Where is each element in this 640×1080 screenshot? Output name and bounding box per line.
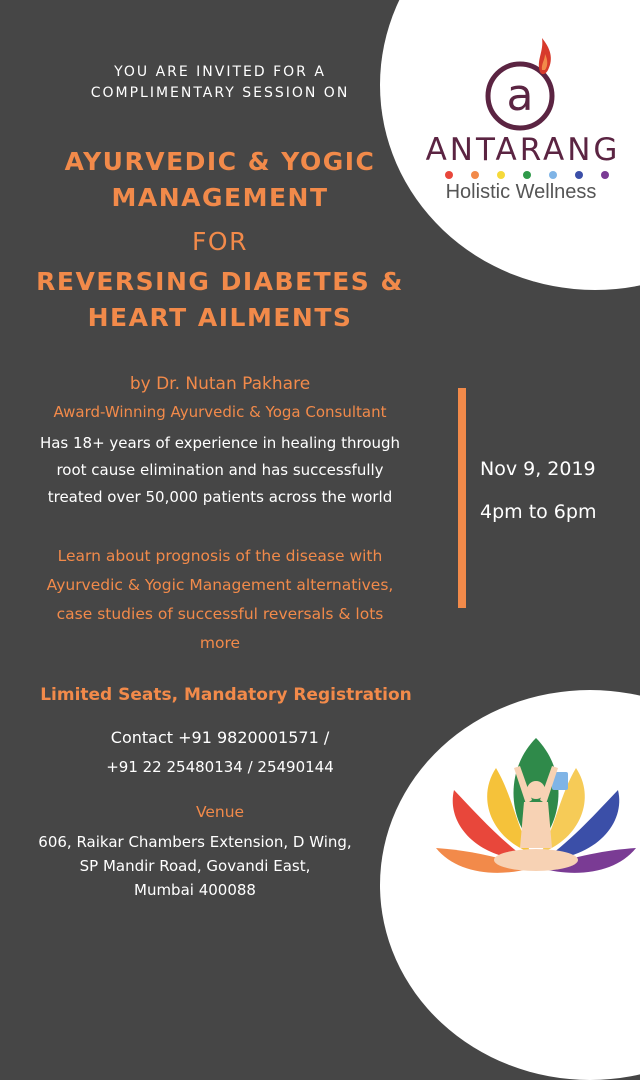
event-time: 4pm to 6pm xyxy=(480,501,597,523)
bio-line: treated over 50,000 patients across the world xyxy=(47,488,393,506)
headline-bottom xyxy=(0,264,440,336)
yoga-lotus-icon xyxy=(436,728,636,898)
headline-line-2: MANAGEMENT xyxy=(111,183,329,212)
flame-a-logo-icon xyxy=(478,30,568,140)
registration-note: Limited Seats, Mandatory Registration xyxy=(40,685,412,705)
speaker-bio xyxy=(0,430,440,511)
venue-address xyxy=(0,830,390,902)
bio-line: root cause elimination and has successfully xyxy=(56,461,384,479)
headline-top xyxy=(0,144,440,216)
speaker-role: Award-Winning Ayurvedic & Yoga Consultant xyxy=(53,403,387,421)
learn-line: Learn about prognosis of the disease with xyxy=(57,547,383,565)
learn-text xyxy=(0,542,440,658)
event-date: Nov 9, 2019 xyxy=(480,458,596,480)
color-dots xyxy=(444,170,614,180)
learn-line: Ayurvedic & Yogic Management alternatives, xyxy=(46,576,394,594)
bio-line: Has 18+ years of experience in healing through xyxy=(39,434,401,452)
accent-bar xyxy=(458,388,466,608)
venue-line: Mumbai 400088 xyxy=(134,881,256,899)
brand-name: ANTARANG xyxy=(425,132,621,168)
contact-line-2: +91 22 25480134 / 25490144 xyxy=(106,758,334,776)
invite-text xyxy=(0,62,440,104)
invite-line-1: YOU ARE INVITED FOR A xyxy=(114,64,326,80)
headline-line-4: HEART AILMENTS xyxy=(87,303,353,332)
learn-line: more xyxy=(199,634,241,652)
venue-line: 606, Raikar Chambers Extension, D Wing, xyxy=(38,833,352,851)
contact-line-1: Contact +91 9820001571 / xyxy=(110,728,330,747)
learn-line: case studies of successful reversals & lots xyxy=(56,605,384,623)
invite-line-2: COMPLIMENTARY SESSION ON xyxy=(90,85,350,101)
logo-letter: a xyxy=(506,70,534,121)
venue-label: Venue xyxy=(195,803,245,821)
speaker-name: by Dr. Nutan Pakhare xyxy=(129,374,311,394)
headline-for: FOR xyxy=(192,227,248,256)
headline-line-1: AYURVEDIC & YOGIC xyxy=(64,147,376,176)
venue-line: SP Mandir Road, Govandi East, xyxy=(79,857,311,875)
brand-tagline: Holistic Wellness xyxy=(445,181,597,203)
headline-line-3: REVERSING DIABETES & xyxy=(36,267,404,296)
